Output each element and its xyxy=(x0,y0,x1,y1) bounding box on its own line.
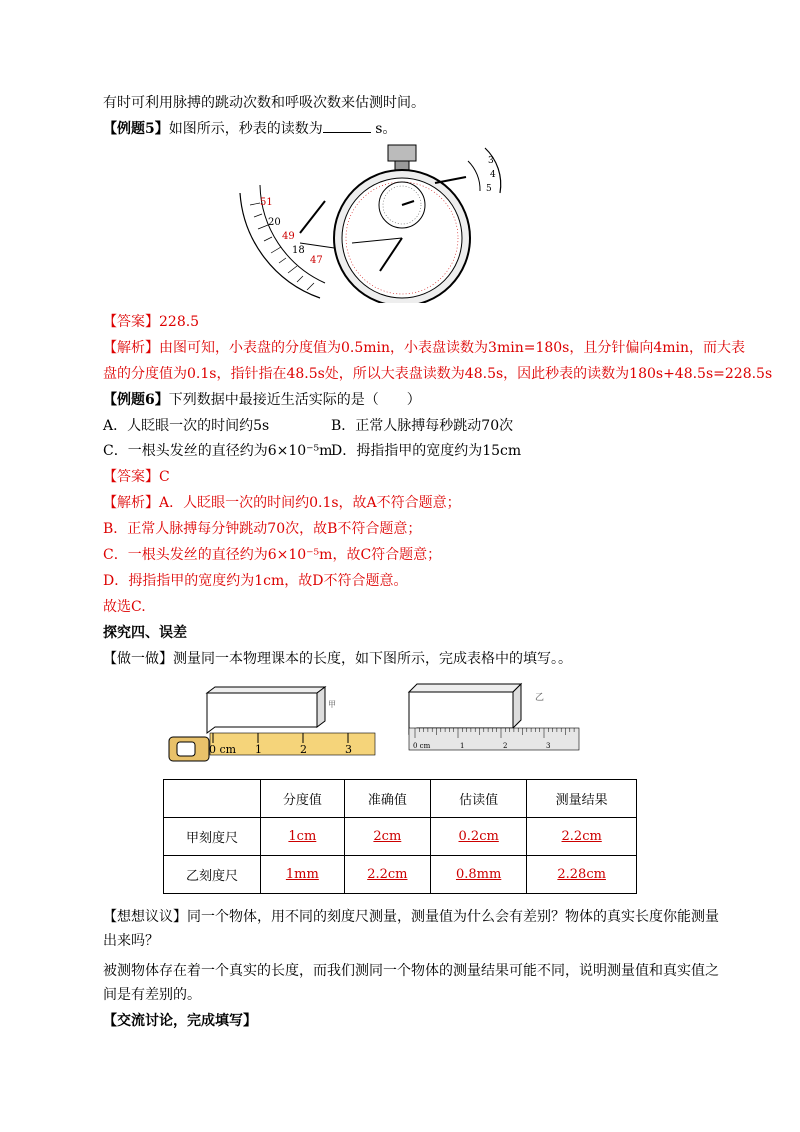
option-c: C．一根头发丝的直径约为6×10⁻⁵m xyxy=(103,443,333,459)
ruler-a-tag: 甲 xyxy=(328,700,336,709)
table-cell xyxy=(431,856,527,894)
scale-label-51: 51 xyxy=(260,197,273,208)
scale-label-18: 18 xyxy=(292,245,305,256)
table-cell-value: 2.28cm xyxy=(557,867,606,882)
table-cell xyxy=(261,818,345,856)
table-cell xyxy=(344,818,430,856)
option-a: A．人眨眼一次的时间约5s xyxy=(103,418,270,434)
ruler-b-tag: 乙 xyxy=(535,693,545,703)
ruler-b-label-1: 1 xyxy=(460,742,465,750)
section-heading: 探究四、误差 xyxy=(103,625,187,641)
ruler-a-label-3: 3 xyxy=(345,743,352,756)
think-line2: 出来吗？ xyxy=(103,933,159,949)
ruler-a-label-1: 1 xyxy=(255,743,262,756)
table-cell-value: 1mm xyxy=(285,867,319,882)
doit-line xyxy=(103,649,572,669)
table-header-row xyxy=(164,780,637,818)
stopwatch-figure xyxy=(230,143,510,303)
answer-blank xyxy=(323,119,371,133)
table-cell-value: 1cm xyxy=(288,829,317,844)
body-line1: 被测物体存在着一个真实的长度，而我们测同一个物体的测量结果可能不同，说明测量值和真实值之 xyxy=(103,963,719,979)
table-cell xyxy=(527,818,637,856)
scale-label-20: 20 xyxy=(268,217,281,228)
explanation6-d: D．拇指指甲的宽度约为1cm，故D不符合题意。 xyxy=(103,573,408,589)
ruler-a-label-0: 0 cm xyxy=(209,743,237,756)
ruler-b-figure xyxy=(405,680,585,760)
table-header-cell: 估读值 xyxy=(431,780,527,818)
table-row xyxy=(164,818,637,856)
explanation6-a: 【解析】A．人眨眼一次的时间约0.1s，故A不符合题意； xyxy=(103,495,461,511)
table-cell-value: 2.2cm xyxy=(367,867,408,882)
table-cell: 乙刻度尺 xyxy=(164,856,261,894)
example5-text-b: s。 xyxy=(375,121,397,137)
ruler-a-label-2: 2 xyxy=(300,743,307,756)
example6-tag: 【例题6】 xyxy=(103,392,169,408)
ruler-b-label-3: 3 xyxy=(546,742,551,750)
right-scale-3: 3 xyxy=(488,156,494,166)
answer5: 【答案】228.5 xyxy=(103,314,200,330)
explanation5-line1: 【解析】由图可知，小表盘的分度值为0.5min，小表盘读数为3min=180s，且分针偏向4min，而大表 xyxy=(103,340,746,356)
table-cell xyxy=(431,818,527,856)
doit-tag: 【做一做】 xyxy=(103,651,173,667)
explanation6-e: 故选C. xyxy=(103,599,146,615)
intro-line: 有时可利用脉搏的跳动次数和呼吸次数来估测时间。 xyxy=(103,95,425,111)
table-row xyxy=(164,856,637,894)
table-header-cell xyxy=(164,780,261,818)
option-d: D．拇指指甲的宽度约为15cm xyxy=(331,443,522,459)
example5-tag: 【例题5】 xyxy=(103,121,169,137)
example5-text-a: 如图所示，秒表的读数为 xyxy=(168,121,323,137)
explanation6-b: B．正常人脉搏每分钟跳动70次，故B不符合题意； xyxy=(103,521,422,537)
ruler-b-label-2: 2 xyxy=(503,742,508,750)
table-header-cell: 准确值 xyxy=(344,780,430,818)
think-line1: 【想想议议】同一个物体，用不同的刻度尺测量，测量值为什么会有差别？物体的真实长度你能测量 xyxy=(103,909,719,925)
answer6: 【答案】C xyxy=(103,469,170,485)
example5-question xyxy=(103,119,396,139)
example6-question xyxy=(103,390,421,410)
table-cell xyxy=(344,856,430,894)
scale-label-47: 47 xyxy=(310,255,323,266)
table-cell xyxy=(261,856,345,894)
example6-text: 下列数据中最接近生活实际的是（ ） xyxy=(168,392,421,408)
table-header-cell: 测量结果 xyxy=(527,780,637,818)
ruler-a-figure xyxy=(165,685,380,765)
table-cell-value: 2.2cm xyxy=(561,829,602,844)
right-scale-4: 4 xyxy=(490,170,496,180)
body-line2: 间是有差别的。 xyxy=(103,987,201,1003)
table-cell-value: 0.8mm xyxy=(455,867,502,882)
table-cell-value: 0.2cm xyxy=(458,829,499,844)
explanation5-line2: 盘的分度值为0.1s，指针指在48.5s处，所以大表盘读数为48.5s，因此秒表的读数为180s+48.5s=228.5s xyxy=(103,366,773,382)
table-cell: 甲刻度尺 xyxy=(164,818,261,856)
result-table xyxy=(163,779,637,894)
explanation6-c: C．一根头发丝的直径约为6×10⁻⁵m，故C符合题意； xyxy=(103,547,442,563)
table-cell-value: 2cm xyxy=(373,829,402,844)
doit-text: 测量同一本物理课本的长度，如下图所示，完成表格中的填写。。 xyxy=(173,651,572,667)
table-header-cell: 分度值 xyxy=(261,780,345,818)
ruler-b-label-0: 0 cm xyxy=(413,742,431,750)
scale-label-49: 49 xyxy=(282,231,295,242)
right-scale-5: 5 xyxy=(486,184,492,194)
option-b: B．正常人脉搏每秒跳动70次 xyxy=(331,418,514,434)
discussion-heading: 【交流讨论，完成填写】 xyxy=(103,1013,257,1029)
table-cell xyxy=(527,856,637,894)
